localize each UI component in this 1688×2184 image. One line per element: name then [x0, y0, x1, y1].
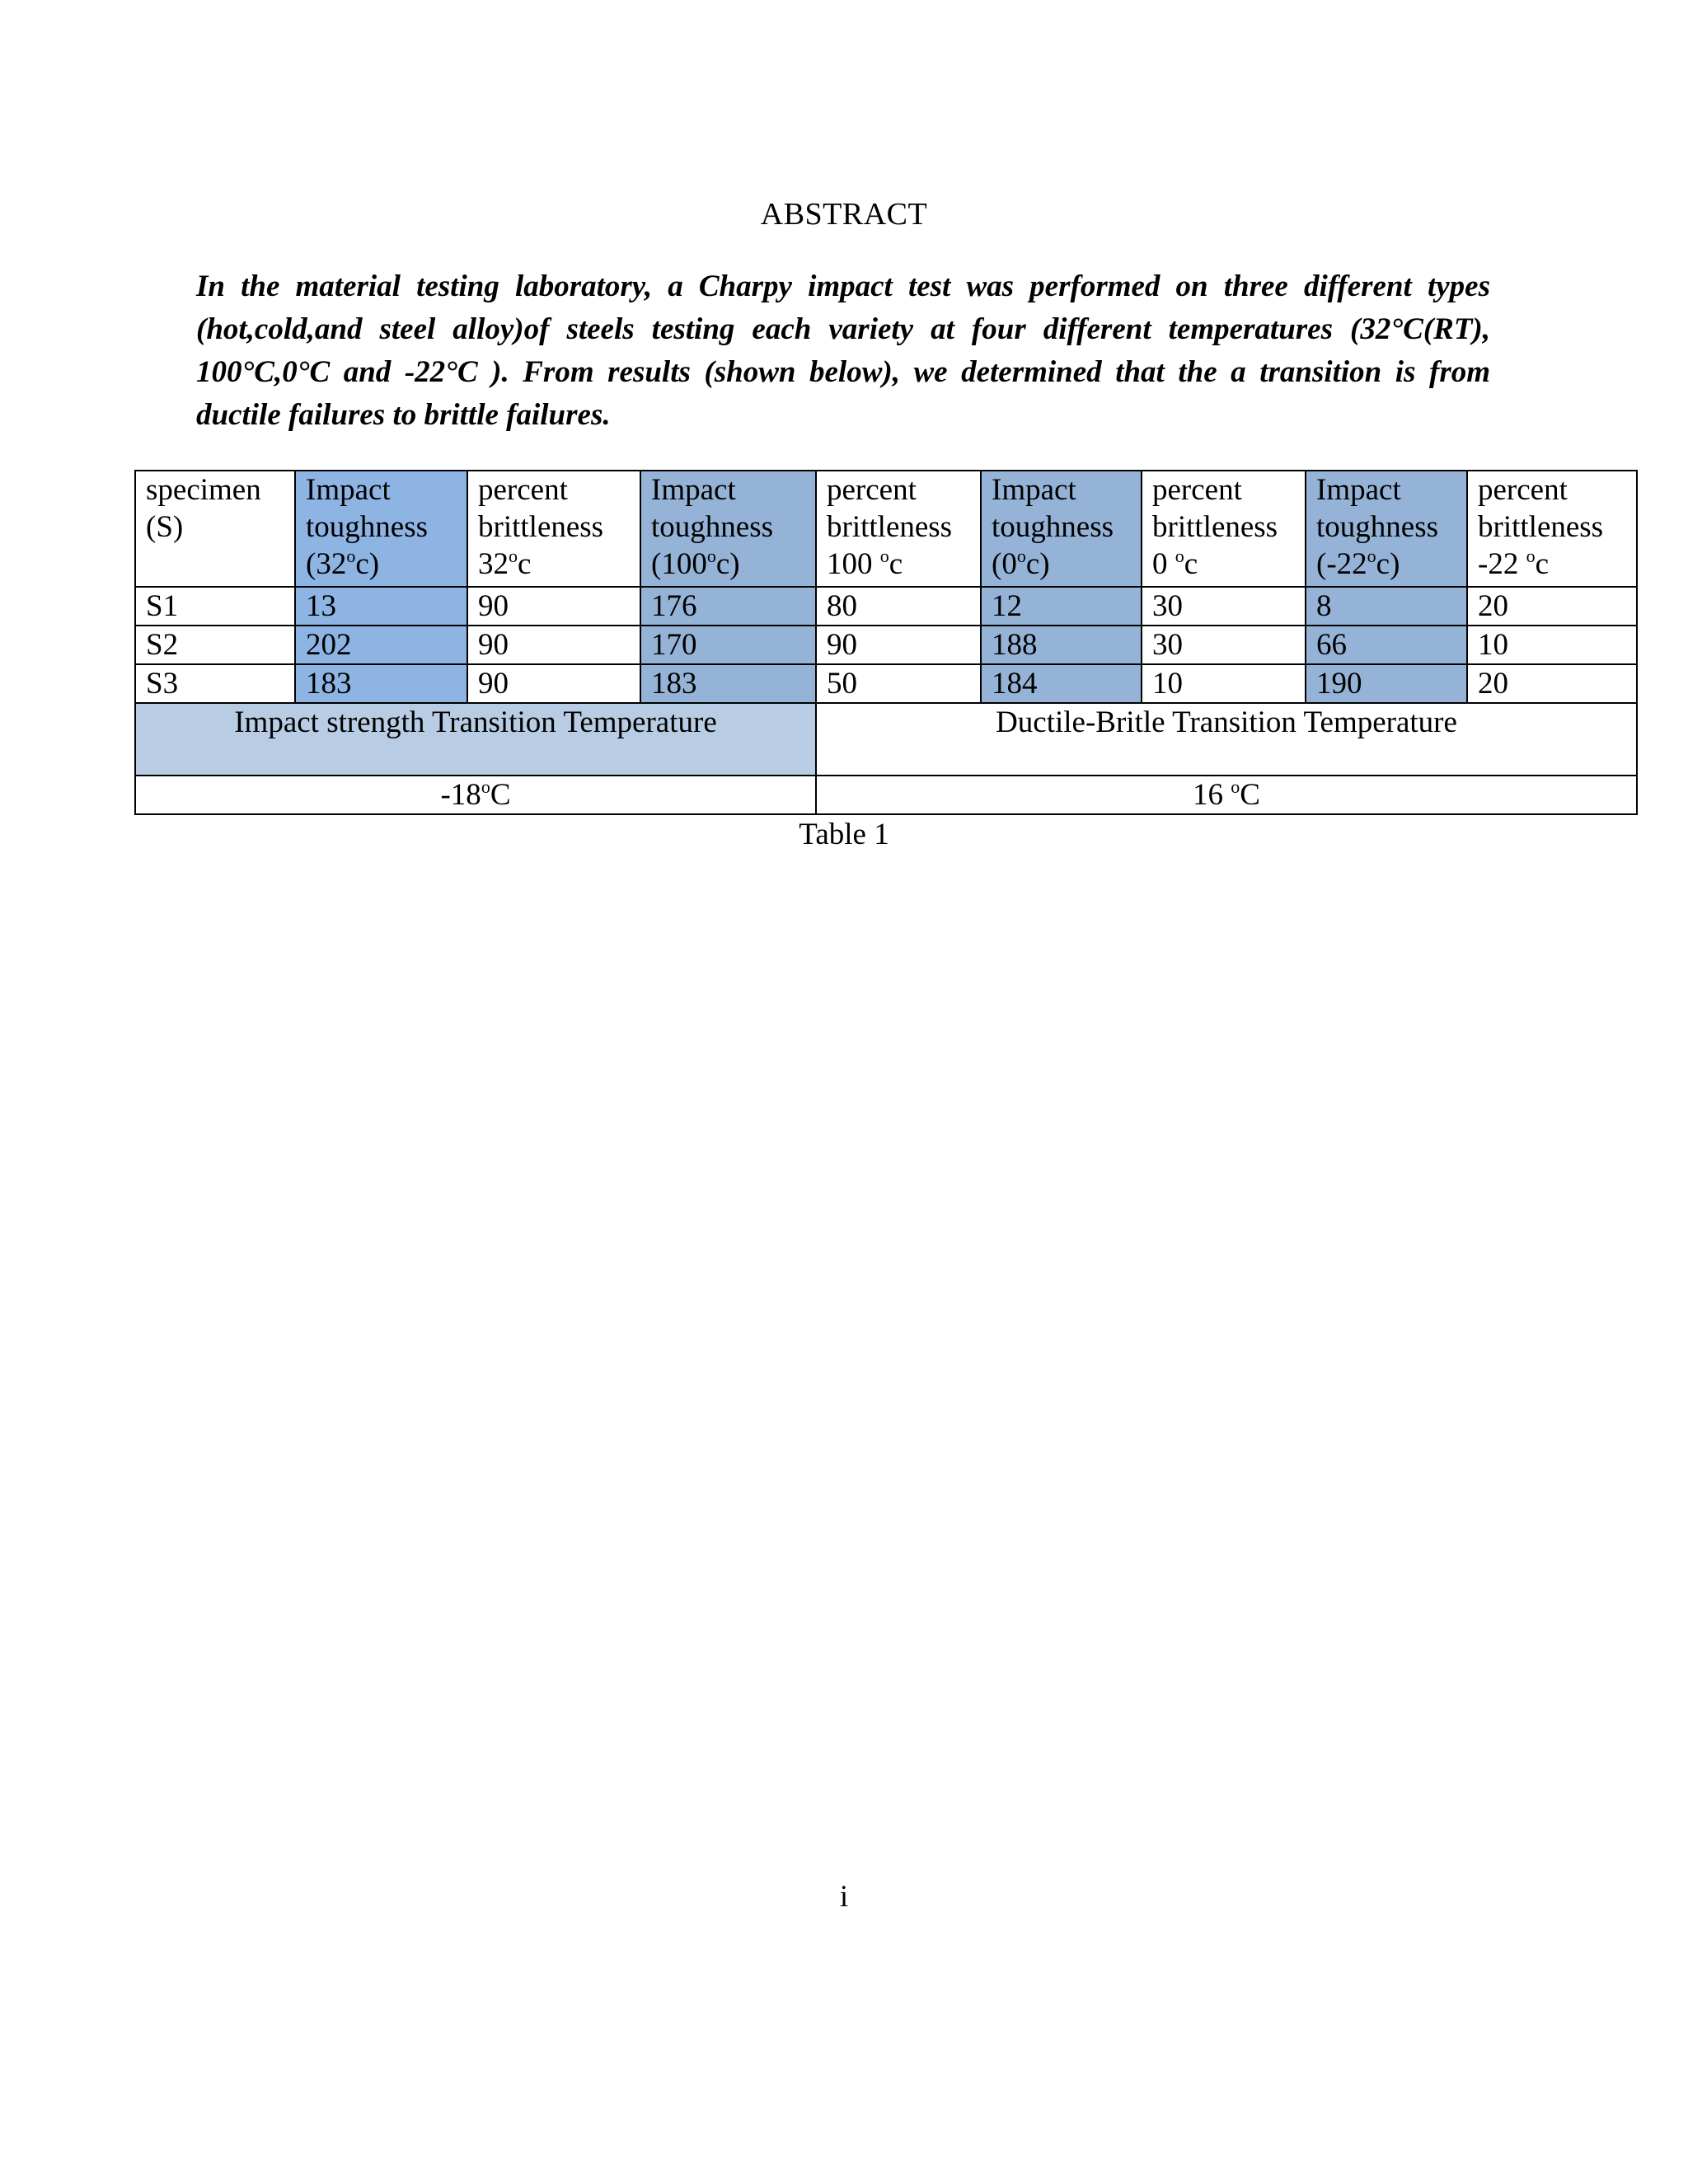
header-impact-32: Impact toughness (32$^o$c) — [295, 471, 467, 587]
cell-brittleness-minus22: 20 — [1467, 587, 1637, 626]
ductile-brittle-transition-value: 16 $^o$C — [816, 776, 1637, 814]
abstract-paragraph: In the material testing laboratory, a Charpy impact test was performed on three different types (hot,cold,and steel alloy)of steels testing each variety at four different temperatures (32°C(RT), 100°C,0°C and -22°C ). From results (shown below), we determined that the a transition is from ductile failures to brittle failures. — [196, 269, 1490, 432]
header-specimen: specimen (S) — [135, 471, 295, 587]
summary-value-row — [135, 776, 1637, 814]
header-impact-100: Impact toughness (100$^o$c) — [640, 471, 816, 587]
table-row — [135, 664, 1637, 703]
cell-brittleness-minus22: 20 — [1467, 664, 1637, 703]
header-brittleness-0: percent brittleness 0 $^o$c — [1142, 471, 1306, 587]
table-row — [135, 626, 1637, 664]
cell-brittleness-100: 90 — [816, 626, 981, 664]
header-brittleness-32: percent brittleness 32$^o$c — [467, 471, 640, 587]
cell-brittleness-32: 90 — [467, 626, 640, 664]
cell-specimen: S3 — [135, 664, 295, 703]
cell-brittleness-0: 30 — [1142, 587, 1306, 626]
cell-brittleness-100: 50 — [816, 664, 981, 703]
cell-brittleness-minus22: 10 — [1467, 626, 1637, 664]
cell-brittleness-100: 80 — [816, 587, 981, 626]
cell-impact-100: 176 — [640, 587, 816, 626]
cell-impact-32: 202 — [295, 626, 467, 664]
table-header-row — [135, 471, 1637, 587]
cell-impact-0: 12 — [981, 587, 1142, 626]
header-impact-0: Impact toughness (0$^o$c) — [981, 471, 1142, 587]
cell-impact-0: 184 — [981, 664, 1142, 703]
page-number: i — [839, 1880, 849, 1914]
header-brittleness-100: percent brittleness 100 $^o$c — [816, 471, 981, 587]
table-row — [135, 587, 1637, 626]
summary-label-row — [135, 703, 1637, 776]
cell-impact-100: 183 — [640, 664, 816, 703]
cell-impact-32: 183 — [295, 664, 467, 703]
header-impact-minus22: Impact toughness (-22$^o$c) — [1306, 471, 1467, 587]
cell-impact-32: 13 — [295, 587, 467, 626]
results-table — [134, 470, 1638, 815]
ductile-brittle-transition-label: Ductile-Britle Transition Temperature — [816, 703, 1637, 776]
table-caption: Table 1 — [799, 818, 889, 851]
cell-brittleness-32: 90 — [467, 587, 640, 626]
impact-transition-value: -18$^o$C — [135, 776, 816, 814]
cell-impact-minus22: 190 — [1306, 664, 1467, 703]
cell-brittleness-0: 30 — [1142, 626, 1306, 664]
impact-transition-label: Impact strength Transition Temperature — [135, 703, 816, 776]
cell-impact-0: 188 — [981, 626, 1142, 664]
cell-impact-minus22: 8 — [1306, 587, 1467, 626]
cell-impact-100: 170 — [640, 626, 816, 664]
cell-specimen: S2 — [135, 626, 295, 664]
abstract-heading: ABSTRACT — [760, 197, 928, 232]
cell-brittleness-32: 90 — [467, 664, 640, 703]
cell-brittleness-0: 10 — [1142, 664, 1306, 703]
cell-specimen: S1 — [135, 587, 295, 626]
header-brittleness-minus22: percent brittleness -22 $^o$c — [1467, 471, 1637, 587]
cell-impact-minus22: 66 — [1306, 626, 1467, 664]
